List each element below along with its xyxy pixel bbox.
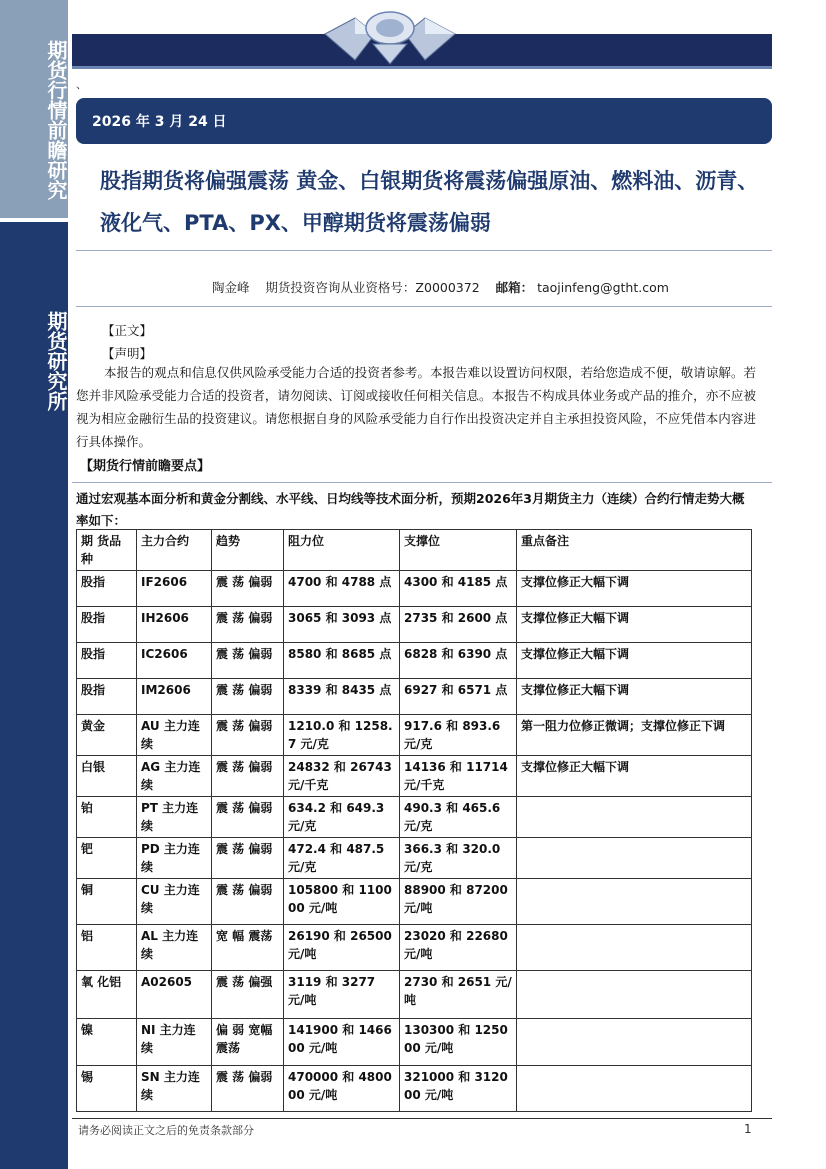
author-line xyxy=(212,278,669,296)
sidebar xyxy=(0,0,68,1169)
table-cell: 8339 和 8435 点 xyxy=(284,679,400,715)
table-row xyxy=(77,971,752,1019)
intro-paragraph: 通过宏观基本面分析和黄金分割线、水平线、日均线等技术面分析，预期2026年3月期货主力（连续）合约行情走势大概率如下： xyxy=(76,491,745,528)
table-cell: 3119 和 3277 元/吨 xyxy=(284,971,400,1019)
table-cell: 6828 和 6390 点 xyxy=(400,643,517,679)
table-cell: 14136 和 11714 元/千克 xyxy=(400,756,517,797)
table-cell: 铝 xyxy=(77,925,137,971)
table-cell xyxy=(517,925,752,971)
divider xyxy=(76,306,772,307)
table-row xyxy=(77,715,752,756)
table-cell: IF2606 xyxy=(137,571,212,607)
table-cell: 铂 xyxy=(77,797,137,838)
page-number: 1 xyxy=(744,1122,752,1136)
table-cell: 366.3 和 320.0 元/克 xyxy=(400,838,517,879)
table-row xyxy=(77,679,752,715)
table-row xyxy=(77,797,752,838)
date-bar xyxy=(76,98,772,144)
table-cell: 472.4 和 487.5 元/克 xyxy=(284,838,400,879)
table-cell xyxy=(517,1066,752,1112)
table-cell: SN 主力连续 xyxy=(137,1066,212,1112)
table-cell xyxy=(517,971,752,1019)
table-cell: 震 荡 偏弱 xyxy=(212,643,284,679)
table-cell: AG 主力连续 xyxy=(137,756,212,797)
table-row xyxy=(77,756,752,797)
header-cell: 重点备注 xyxy=(517,530,752,571)
table-cell: 第一阻力位修正微调；支撑位修正下调 xyxy=(517,715,752,756)
table-cell: 支撑位修正大幅下调 xyxy=(517,756,752,797)
table-cell: 白银 xyxy=(77,756,137,797)
table-cell: 宽 幅 震荡 xyxy=(212,925,284,971)
header-cell: 趋势 xyxy=(212,530,284,571)
table-row xyxy=(77,879,752,925)
table-row xyxy=(77,571,752,607)
footer-disclaimer: 请务必阅读正文之后的免责条款部分 xyxy=(78,1124,254,1137)
table-cell: 震 荡 偏弱 xyxy=(212,838,284,879)
table-cell: 470000 和 480000 元/吨 xyxy=(284,1066,400,1112)
table-cell: 股指 xyxy=(77,571,137,607)
table-cell: 634.2 和 649.3 元/克 xyxy=(284,797,400,838)
table-cell: 股指 xyxy=(77,643,137,679)
header-stripe xyxy=(72,66,772,69)
divider xyxy=(76,250,772,251)
footer-divider xyxy=(72,1118,772,1119)
table-cell: 1210.0 和 1258.7 元/克 xyxy=(284,715,400,756)
report-title: 股指期货将偏强震荡 黄金、白银期货将震荡偏强原油、燃料油、沥青、液化气、PTA、PX、甲醇期货将震荡偏弱 xyxy=(100,169,759,235)
table-cell: 震 荡 偏弱 xyxy=(212,1066,284,1112)
table-cell: 支撑位修正大幅下调 xyxy=(517,607,752,643)
header-cell: 期 货品种 xyxy=(77,530,137,571)
table-cell: 震 荡 偏弱 xyxy=(212,756,284,797)
table-cell: 3065 和 3093 点 xyxy=(284,607,400,643)
diamond-emblem-icon xyxy=(315,4,465,66)
report-date: 2026 年 3 月 24 日 xyxy=(92,114,227,130)
table-cell: 钯 xyxy=(77,838,137,879)
table-cell: 24832 和 26743 元/千克 xyxy=(284,756,400,797)
table-cell: 支撑位修正大幅下调 xyxy=(517,571,752,607)
table-cell: PD 主力连续 xyxy=(137,838,212,879)
table-cell: 321000 和 312000 元/吨 xyxy=(400,1066,517,1112)
qualification-number: 期货投资咨询从业资格号：Z0000372 xyxy=(265,280,480,295)
table-cell: 23020 和 22680 元/吨 xyxy=(400,925,517,971)
table-cell: 88900 和 87200 元/吨 xyxy=(400,879,517,925)
table-cell: 917.6 和 893.6 元/克 xyxy=(400,715,517,756)
table-cell: 震 荡 偏弱 xyxy=(212,571,284,607)
table-header-row xyxy=(77,530,752,571)
table-row xyxy=(77,607,752,643)
header-cell: 主力合约 xyxy=(137,530,212,571)
table-cell: 黄金 xyxy=(77,715,137,756)
table-cell: 4300 和 4185 点 xyxy=(400,571,517,607)
key-points-heading: 【期货行情前瞻要点】 xyxy=(80,459,211,474)
main-text-label: 【正文】 xyxy=(102,323,153,338)
table-cell: 支撑位修正大幅下调 xyxy=(517,679,752,715)
table-cell: 镍 xyxy=(77,1019,137,1066)
table-cell: AU 主力连续 xyxy=(137,715,212,756)
table-cell: 震 荡 偏弱 xyxy=(212,797,284,838)
table-cell xyxy=(517,797,752,838)
author-name: 陶金峰 xyxy=(212,280,250,295)
table-cell: 震 荡 偏弱 xyxy=(212,879,284,925)
table-cell: 氧 化铝 xyxy=(77,971,137,1019)
table-cell: IM2606 xyxy=(137,679,212,715)
table-row xyxy=(77,838,752,879)
divider xyxy=(72,482,772,483)
table-row xyxy=(77,925,752,971)
table-cell: 震 荡 偏弱 xyxy=(212,715,284,756)
table-cell: 105800 和 110000 元/吨 xyxy=(284,879,400,925)
table-cell: 铜 xyxy=(77,879,137,925)
email-label: 邮箱： xyxy=(495,280,534,295)
table-cell: 6927 和 6571 点 xyxy=(400,679,517,715)
table-cell: 震 荡 偏强 xyxy=(212,971,284,1019)
table-cell: NI 主力连续 xyxy=(137,1019,212,1066)
table-cell: A02605 xyxy=(137,971,212,1019)
table-cell: PT 主力连续 xyxy=(137,797,212,838)
table-row xyxy=(77,1019,752,1066)
table-cell: 4700 和 4788 点 xyxy=(284,571,400,607)
header-cell: 支撑位 xyxy=(400,530,517,571)
table-cell: 支撑位修正大幅下调 xyxy=(517,643,752,679)
table-cell: 震 荡 偏弱 xyxy=(212,607,284,643)
table-cell: 26190 和 26500 元/吨 xyxy=(284,925,400,971)
table-cell: 股指 xyxy=(77,679,137,715)
table-cell: IC2606 xyxy=(137,643,212,679)
table-cell: CU 主力连续 xyxy=(137,879,212,925)
statement-label: 【声明】 xyxy=(102,346,153,361)
sidebar-bottom-label: 期货研究所 xyxy=(44,311,68,411)
table-cell: 震 荡 偏弱 xyxy=(212,679,284,715)
sidebar-top-label: 期货行情前瞻研究 xyxy=(44,40,68,200)
forecast-table xyxy=(76,529,752,1112)
table-cell: 锡 xyxy=(77,1066,137,1112)
table-cell xyxy=(517,879,752,925)
table-cell: 股指 xyxy=(77,607,137,643)
table-cell: 8580 和 8685 点 xyxy=(284,643,400,679)
tick-mark: 、 xyxy=(76,78,87,91)
author-email[interactable]: taojinfeng@gtht.com xyxy=(537,280,669,295)
statement-paragraph: 本报告的观点和信息仅供风险承受能力合适的投资者参考。本报告难以设置访问权限，若给您造成不便，敬请谅解。若您并非风险承受能力合适的投资者，请勿阅读、订阅或接收任何相关信息。本报告不构成具体业务或产品的推介，亦不应被视为相应金融衍生品的投资建议。请您根据自身的风险承受能力自行作出投资决定并自主承担投资风险，不应凭借本内容进行具体操作。 xyxy=(76,365,756,449)
table-cell: 2735 和 2600 点 xyxy=(400,607,517,643)
table-cell: 2730 和 2651 元/吨 xyxy=(400,971,517,1019)
table-cell: 141900 和 146600 元/吨 xyxy=(284,1019,400,1066)
table-cell: 130300 和 125000 元/吨 xyxy=(400,1019,517,1066)
table-row xyxy=(77,1066,752,1112)
table-cell: 偏 弱 宽幅震荡 xyxy=(212,1019,284,1066)
table-cell xyxy=(517,1019,752,1066)
table-cell: 490.3 和 465.6 元/克 xyxy=(400,797,517,838)
table-row xyxy=(77,643,752,679)
table-cell xyxy=(517,838,752,879)
table-cell: IH2606 xyxy=(137,607,212,643)
table-cell: AL 主力连续 xyxy=(137,925,212,971)
header-cell: 阻力位 xyxy=(284,530,400,571)
